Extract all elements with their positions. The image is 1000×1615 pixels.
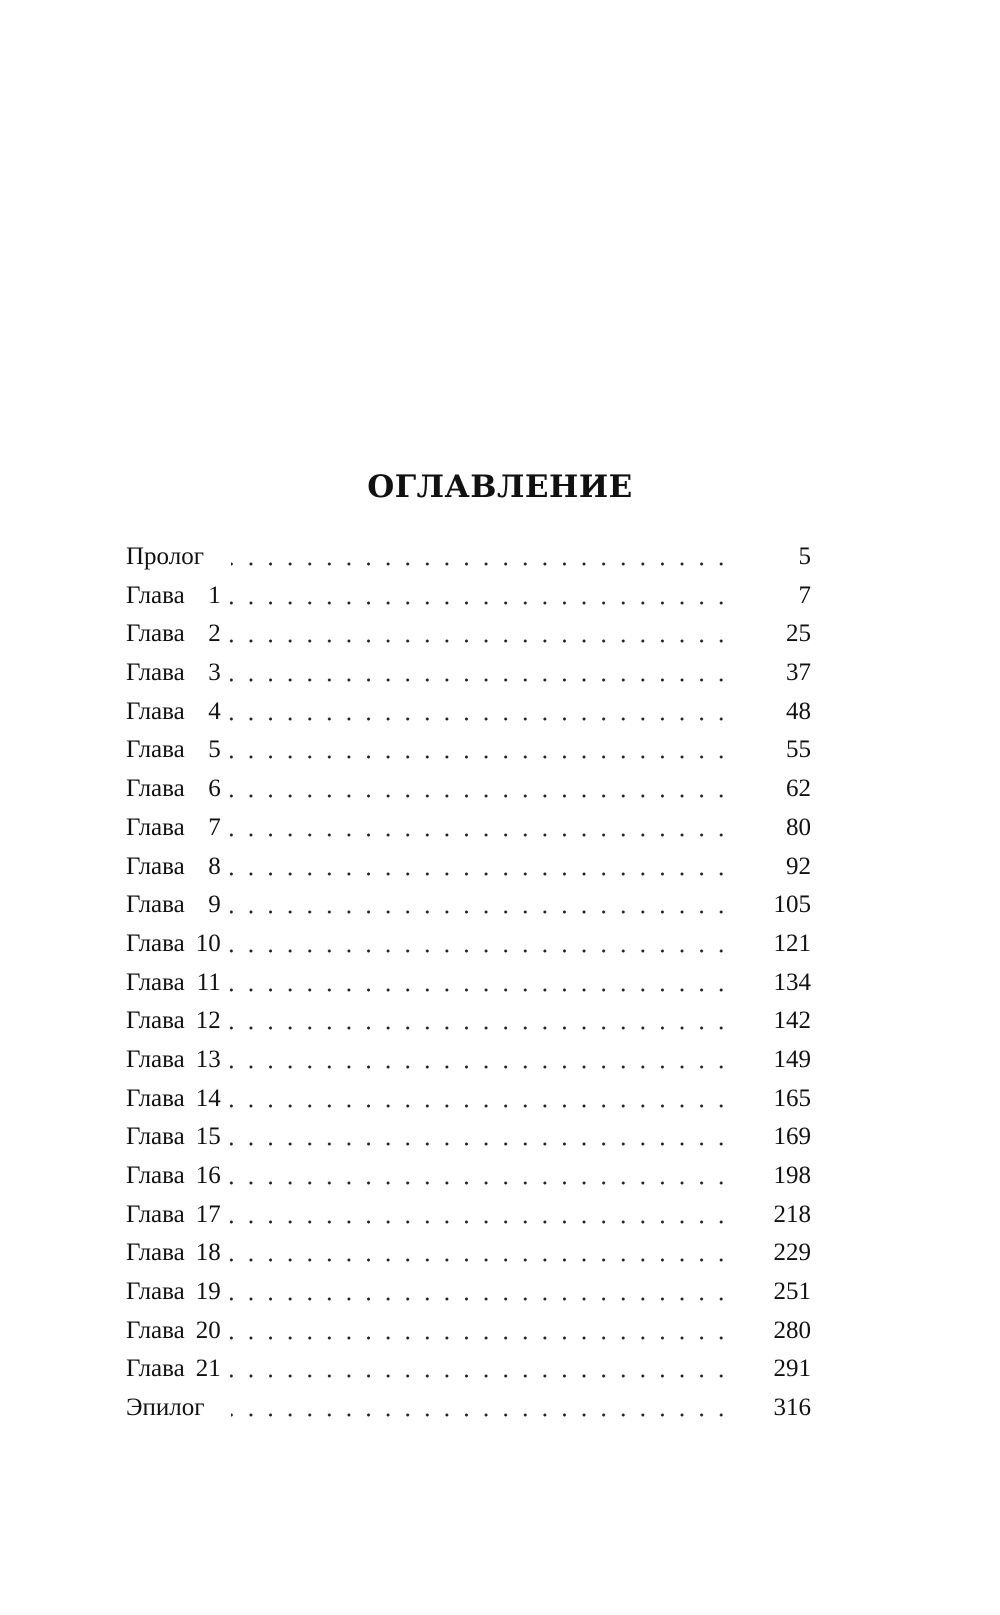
dot-leader [226,1181,731,1185]
toc-entry-chapter-number: 7 [208,813,221,841]
toc-entry-label [126,1118,225,1157]
toc-entry-title: Глава [126,1045,185,1073]
toc-entry-label [126,925,225,964]
toc-entry[interactable] [126,1118,811,1157]
toc-entry-page-number: 229 [773,1239,811,1267]
toc-entry-title: Глава [126,1084,185,1112]
toc-entry-page-number: 291 [773,1355,811,1383]
toc-entry-page-number: 62 [786,775,811,803]
toc-entry-chapter-number: 16 [195,1162,221,1189]
toc-entry-page-number: 142 [773,1007,811,1035]
toc-entry-label [126,1350,225,1389]
toc-entry-page-number: 198 [773,1162,811,1189]
toc-entry-title: Глава [126,1316,185,1344]
toc-entry-page-number: 134 [773,968,811,996]
toc-entry-label [126,1002,225,1041]
dot-leader [226,1142,731,1146]
dot-leader [226,678,731,682]
toc-entry-title: Эпилог [126,1394,205,1422]
toc-entry-page-number: 251 [773,1278,811,1306]
toc-entry-chapter-number: 2 [208,620,221,648]
dot-leader [226,988,731,992]
toc-entry-chapter-number: 10 [195,929,221,957]
toc-entry-label [126,731,225,770]
toc-entry-chapter-number: 8 [208,852,221,880]
toc-entry-page-number: 316 [773,1394,811,1422]
toc-entry-label [126,886,225,925]
dot-leader [226,1065,731,1069]
dot-leader [226,1026,731,1030]
dot-leader [226,1104,731,1108]
toc-entry-page-number: 149 [773,1045,811,1073]
toc-entry-label [126,693,225,732]
toc-entry-title: Глава [126,813,185,841]
toc-entry[interactable] [126,615,811,654]
toc-entry-title: Глава [126,1123,185,1151]
dot-leader [226,1336,731,1340]
toc-entry-title: Глава [126,929,185,957]
toc-entry[interactable] [126,731,811,770]
toc-entry-chapter-number: 19 [195,1278,221,1306]
dot-leader [226,1220,731,1224]
toc-entry-label [126,577,225,616]
toc-entry-label [126,1041,225,1080]
toc-entry[interactable] [126,1002,811,1041]
toc-entry-label [126,1389,209,1428]
toc-entry-title: Глава [126,1278,185,1306]
toc-entry[interactable] [126,770,811,809]
dot-leader [226,755,731,759]
toc-entry-label [126,848,225,887]
toc-entry-chapter-number: 1 [208,581,221,609]
toc-entry-page-number: 37 [786,659,811,687]
toc-entry-label [126,1312,225,1351]
toc-entry-page-number: 55 [786,736,811,764]
dot-leader [226,794,731,798]
toc-entry-page-number: 48 [786,697,811,725]
toc-entry-page-number: 25 [786,620,811,648]
toc-entry-page-number: 169 [773,1123,811,1151]
toc-entry-page-number: 80 [786,813,811,841]
toc-entry-title: Глава [126,1239,185,1267]
toc-entry-chapter-number: 12 [195,1007,221,1035]
toc-entry[interactable] [126,964,811,1003]
toc-entry-title: Глава [126,852,185,880]
dot-leader [226,833,731,837]
toc-entry-title: Глава [126,736,185,764]
toc-entry[interactable] [126,1273,811,1312]
toc-entry-page-number: 218 [773,1200,811,1228]
toc-entry-label [126,1080,225,1119]
dot-leader [226,949,731,953]
toc-entry-label [126,654,225,693]
toc-entry-chapter-number: 13 [195,1045,221,1073]
toc-entry-title: Глава [126,1200,185,1228]
toc-entry[interactable] [126,1196,811,1235]
dot-leader [231,562,731,566]
toc-entry-title: Глава [126,620,185,648]
dot-leader [226,717,731,721]
toc-entry-title: Глава [126,659,185,687]
toc-entry[interactable] [126,848,811,887]
toc-entry-label [126,615,225,654]
toc-entry-chapter-number: 5 [208,736,221,764]
toc-entry-chapter-number: 11 [196,968,221,996]
toc-entry[interactable] [126,693,811,732]
toc-entry-chapter-number: 9 [208,891,221,919]
toc-entry-chapter-number: 18 [195,1239,221,1267]
toc-entry-chapter-number: 17 [195,1200,221,1228]
toc-entry[interactable] [126,538,811,577]
toc-entry-title: Глава [126,697,185,725]
toc-entry[interactable] [126,1080,811,1119]
toc-entry-label [126,1234,225,1273]
toc-entry[interactable] [126,1157,811,1196]
toc-entry-title: Глава [126,891,185,919]
toc-entry[interactable] [126,809,811,848]
toc-entry-label [126,538,208,577]
toc-entry-chapter-number: 20 [195,1316,221,1344]
dot-leader [226,1258,731,1262]
dot-leader [226,1374,731,1378]
toc-entry-label [126,1273,225,1312]
toc-entry-chapter-number: 3 [208,659,221,687]
toc-entry-label [126,964,225,1003]
toc-entry-label [126,770,225,809]
toc-entry-page-number: 105 [773,891,811,919]
dot-leader [226,910,731,914]
toc-entry-label [126,1196,225,1235]
table-of-contents [126,538,811,1428]
toc-entry[interactable] [126,654,811,693]
toc-entry[interactable] [126,1041,811,1080]
toc-entry[interactable] [126,886,811,925]
toc-entry-title: Глава [126,581,185,609]
toc-entry-page-number: 121 [773,929,811,957]
toc-entry-title: Глава [126,968,185,996]
toc-entry-title: Глава [126,1355,185,1383]
toc-entry-page-number: 280 [773,1316,811,1344]
toc-entry-chapter-number: 21 [195,1355,221,1383]
toc-entry-title: Пролог [126,543,204,570]
toc-entry-title: Глава [126,775,185,803]
toc-entry[interactable] [126,577,811,616]
dot-leader [226,872,731,876]
toc-entry-chapter-number: 15 [195,1123,221,1151]
toc-entry-page-number: 7 [798,581,811,609]
toc-entry-page-number: 92 [786,852,811,880]
toc-entry[interactable] [126,925,811,964]
toc-entry-chapter-number: 6 [208,775,221,803]
toc-entry-chapter-number: 14 [195,1084,221,1112]
dot-leader [226,639,731,643]
dot-leader [226,601,731,605]
toc-entry-page-number: 5 [798,543,811,570]
toc-entry[interactable] [126,1389,811,1428]
page-title: ОГЛАВЛЕНИЕ [367,469,633,505]
toc-entry[interactable] [126,1312,811,1351]
toc-entry[interactable] [126,1350,811,1389]
toc-entry-label [126,809,225,848]
toc-entry-chapter-number: 4 [208,697,221,725]
toc-entry-page-number: 165 [773,1084,811,1112]
toc-entry-label [126,1157,225,1196]
dot-leader [231,1413,731,1417]
toc-entry-title: Глава [126,1162,185,1189]
toc-entry[interactable] [126,1234,811,1273]
toc-entry-title: Глава [126,1007,185,1035]
dot-leader [226,1297,731,1301]
